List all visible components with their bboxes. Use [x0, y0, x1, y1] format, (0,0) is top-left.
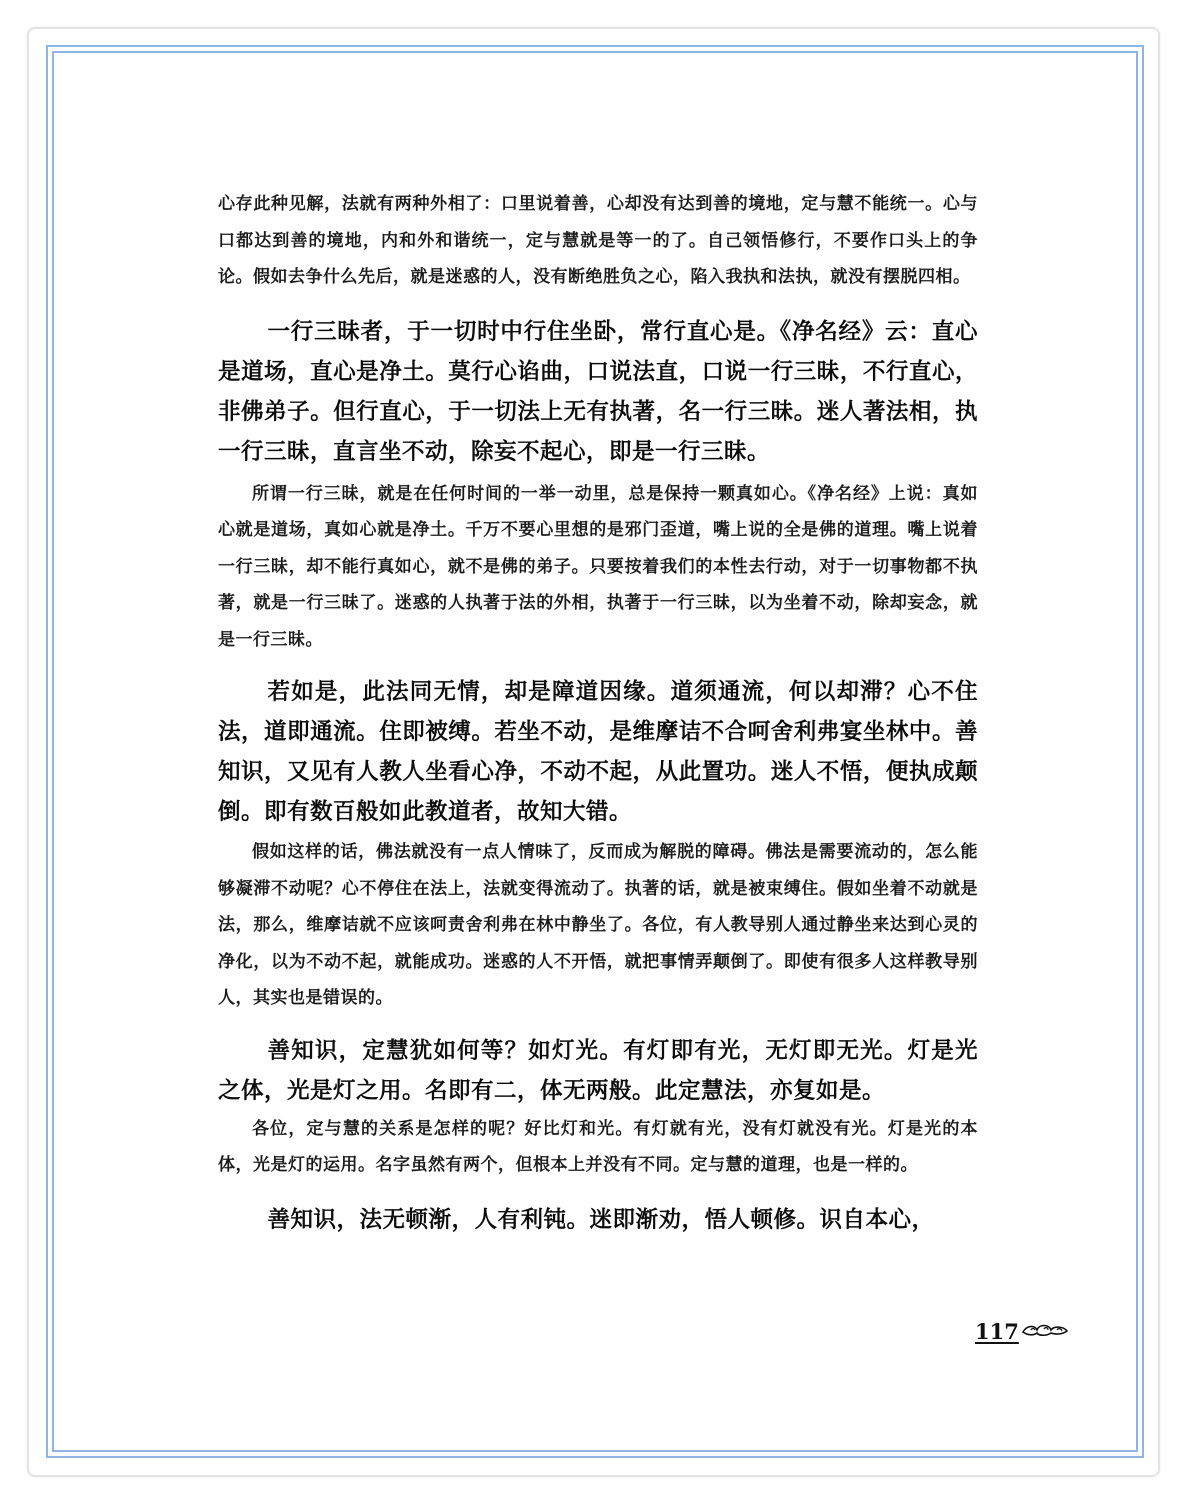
page-number — [975, 1319, 1069, 1344]
scripture-paragraph: 善知识，定慧犹如何等？如灯光。有灯即有光，无灯即无光。灯是光之体，光是灯之用。名即有二，体无两般。此定慧法，亦复如是。 — [218, 1037, 978, 1104]
cloud-scroll-icon — [1021, 1319, 1069, 1344]
commentary-paragraph: 假如这样的话，佛法就没有一点人情味了，反而成为解脱的障碍。佛法是需要流动的，怎么能够凝滞不动呢？心不停住在法上，法就变得流动了。执著的话，就是被束缚住。假如坐着不动就是法，那么，维摩诘就不应该呵责舍利弗在林中静坐了。各位，有人教导别人通过静坐来达到心灵的净化，以为不动不起，就能成功。迷惑的人不开悟，就把事情弄颠倒了。即使有很多人这样教导别人，其实也是错误的。 — [218, 842, 978, 1008]
commentary-paragraph: 心存此种见解，法就有两种外相了：口里说着善，心却没有达到善的境地，定与慧不能统一。心与口都达到善的境地，内和外和谐统一，定与慧就是等一的了。自己领悟修行，不要作口头上的争论。假如去争什么先后，就是迷惑的人，没有断绝胜负之心，陷入我执和法执，就没有摆脱四相。 — [218, 194, 978, 287]
commentary-paragraph: 所谓一行三昧，就是在任何时间的一举一动里，总是保持一颗真如心。《净名经》上说：真如心就是道场，真如心就是净土。千万不要心里想的是邪门歪道，嘴上说的全是佛的道理。嘴上说着一行三昧，却不能行真如心，就不是佛的弟子。只要按着我们的本性去行动，对于一切事物都不执著，就是一行三昧了。迷惑的人执著于法的外相，执著于一行三昧，以为坐着不动，除却妄念，就是一行三昧。 — [218, 483, 978, 650]
scripture-paragraph: 一行三昧者，于一切时中行住坐卧，常行直心是。《净名经》云：直心是道场，直心是净土。莫行心谄曲，口说法直，口说一行三昧，不行直心，非佛弟子。但行直心，于一切法上无有执著，名一行三昧。迷人著法相，执一行三昧，直言坐不动，除妄不起心，即是一行三昧。 — [218, 318, 978, 465]
scripture-paragraph: 若如是，此法同无情，却是障道因缘。道须通流，何以却滞？心不住法，道即通流。住即被缚。若坐不动，是维摩诘不合呵舍利弗宴坐林中。善知识，又见有人教人坐看心净，不动不起，从此置功。迷人不悟，便执成颠倒。即有数百般如此教道者，故知大错。 — [218, 679, 978, 825]
scripture-paragraph: 善知识，法无顿渐，人有利钝。迷即渐劝，悟人顿修。识自本心， — [267, 1206, 935, 1233]
page-body — [218, 186, 978, 1240]
commentary-paragraph: 各位，定与慧的关系是怎样的呢？好比灯和光。有灯就有光，没有灯就没有光。灯是光的本体，光是灯的运用。名字虽然有两个，但根本上并没有不同。定与慧的道理，也是一样的。 — [218, 1118, 978, 1175]
page-number-text: 117 — [975, 1319, 1019, 1344]
